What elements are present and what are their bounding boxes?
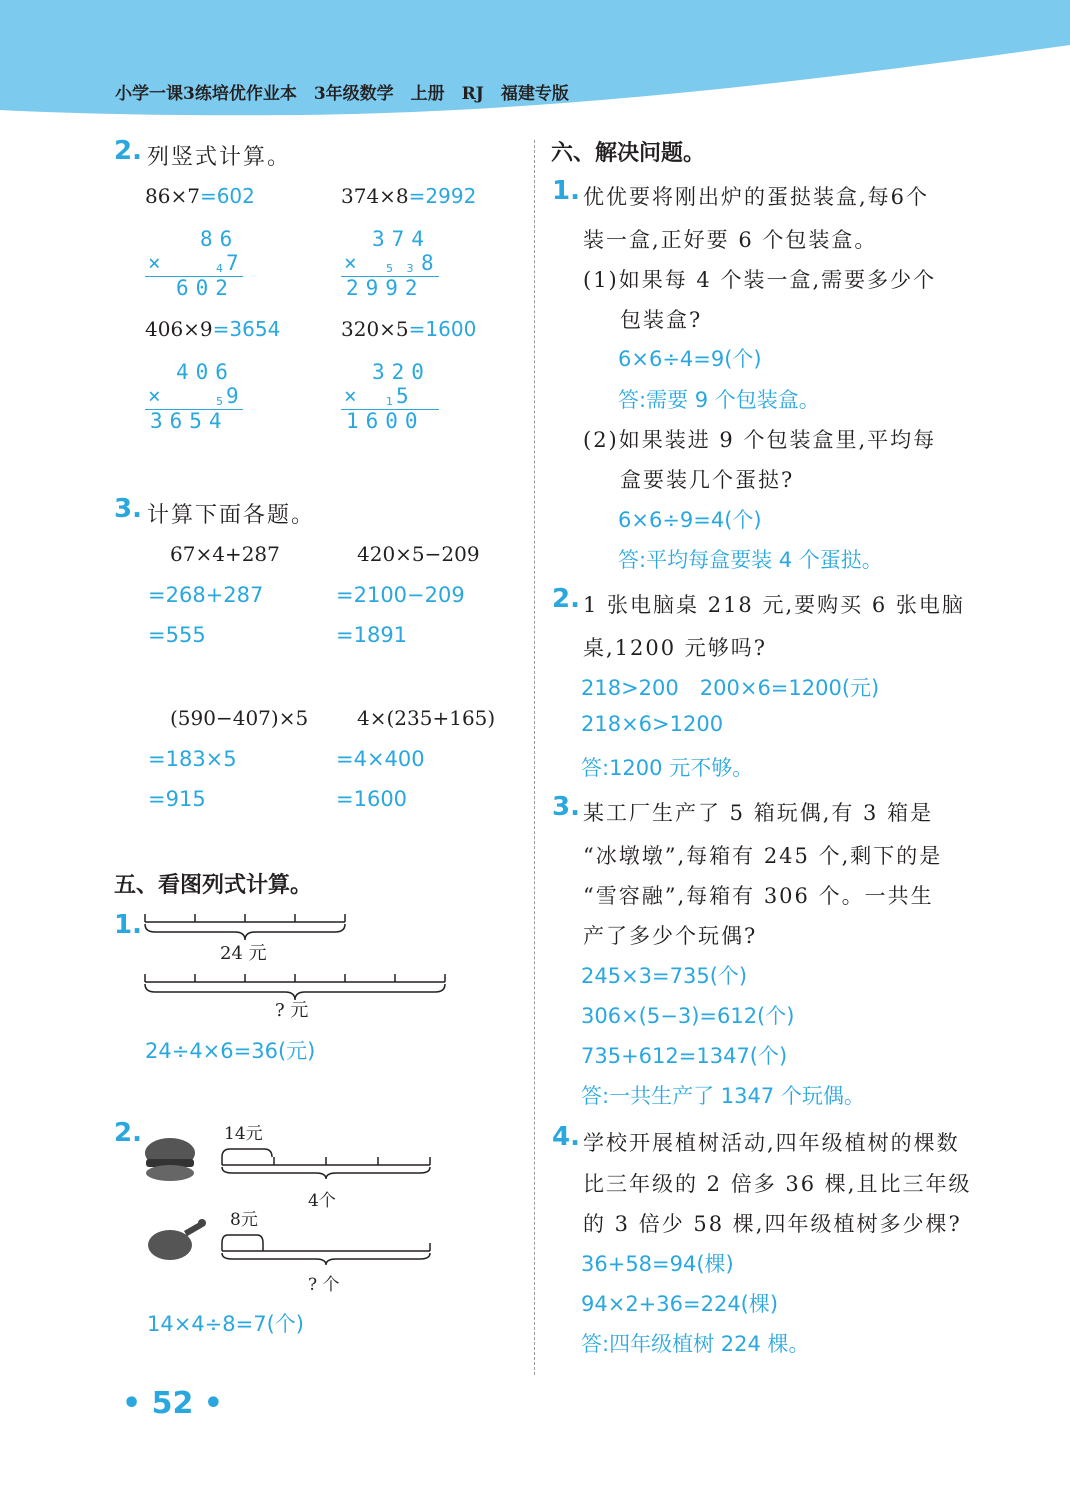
vc2-times: × [344,251,364,275]
p4-line-3: 的 3 倍少 58 棵,四年级植树多少棵? [583,1212,962,1236]
vertical-calc-2 [341,184,476,208]
p4-line-2: 比三年级的 2 倍多 36 棵,且比三年级 [583,1172,972,1196]
label-8yuan: 8元 [230,1210,258,1230]
vc4-top: 320 [372,360,431,384]
segment-diagram-1 [140,910,450,1025]
segment-diagram-2 [140,1115,440,1300]
label-24yuan: 24 元 [220,943,267,964]
p1-sub1-answer: 答:需要 9 个包装盒。 [618,388,820,412]
p1-sub1-calc: 6×6÷4=9(个) [618,347,762,371]
p3-calc-2: 306×(5−3)=612(个) [581,1004,795,1028]
p2-calc-1: 218>200 200×6=1200(元) [581,676,880,700]
vc4-carry: 1 [386,395,393,408]
q3-expr-2: 420×5−209 [357,542,480,566]
q2-title: 列竖式计算。 [147,145,292,170]
p3-line-4: 产了多少个玩偶? [583,924,758,948]
vc2-top: 374 [372,227,431,251]
label-14yuan: 14元 [224,1124,263,1144]
q3-expr-4: 4×(235+165) [357,706,496,730]
section5-title: 五、看图列式计算。 [114,873,313,898]
vertical-calc-4 [341,317,476,341]
vc1-result: 602 [176,276,235,300]
p1-number: 1. [552,176,580,206]
q3-title: 计算下面各题。 [147,503,316,528]
vc1-carry: 4 [216,262,223,275]
answer: =2992 [408,184,477,208]
drumstick-icon [148,1219,206,1260]
q3-step2-3: =915 [148,787,206,811]
q3-step2-1: =555 [148,623,206,647]
answer: =602 [199,184,255,208]
vertical-calc-1 [145,184,255,208]
vertical-calc-3 [145,317,280,341]
p2-calc-2: 218×6>1200 [581,712,724,736]
p3-number: 3. [552,792,580,822]
p3-calc-3: 735+612=1347(个) [581,1044,788,1068]
q3-step1-1: =268+287 [148,583,264,607]
p1-sub2-line-2: 盒要装几个蛋挞? [620,468,795,492]
vc4-result: 1600 [346,409,425,433]
p1-sub2-calc: 6×6÷9=4(个) [618,508,762,532]
p4-line-1: 学校开展植树活动,四年级植树的棵数 [583,1131,960,1155]
p3-answer: 答:一共生产了 1347 个玩偶。 [581,1084,865,1108]
p3-calc-1: 245×3=735(个) [581,964,748,988]
q3-number: 3. [114,494,142,524]
p2-number: 2. [552,584,580,614]
p2-line-2: 桌,1200 元够吗? [583,636,768,660]
vc4-times: × [344,384,364,408]
answer: =3654 [212,317,281,341]
vc1-mult: 7 [226,251,246,275]
p1-sub1-line-1: (1)如果每 4 个装一盒,需要多少个 [583,268,937,292]
label-unknown-yuan: ? 元 [275,1000,309,1021]
vc3-result: 3654 [150,409,229,433]
vc1-top: 86 [200,227,240,251]
vc2-mult: 8 [421,251,441,275]
vc3-carry: 5 [216,395,223,408]
vc3-top: 406 [176,360,235,384]
p2-line-1: 1 张电脑桌 218 元,要购买 6 张电脑 [583,593,965,617]
vc2-carry: 5 3 [386,262,414,275]
p1-line-1: 优优要将刚出炉的蛋挞装盒,每6个 [583,185,930,209]
q3-step2-4: =1600 [336,787,408,811]
column-divider [534,140,535,1375]
sec5-q2-answer: 14×4÷8=7(个) [147,1312,304,1336]
q3-expr-3: (590−407)×5 [170,706,309,730]
p3-line-1: 某工厂生产了 5 箱玩偶,有 3 箱是 [583,801,934,825]
p4-answer: 答:四年级植树 224 棵。 [581,1332,810,1356]
p1-sub1-line-2: 包装盒? [620,308,703,332]
label-4ge: 4个 [308,1191,336,1211]
p4-calc-2: 94×2+36=224(棵) [581,1292,779,1316]
equation: 374×8 [341,184,409,208]
q3-step1-3: =183×5 [148,747,237,771]
page-number: • 52 • [122,1386,223,1421]
p3-line-3: “雪容融”,每箱有 306 个。一共生 [583,884,934,908]
p3-line-2: “冰墩墩”,每箱有 245 个,剩下的是 [583,844,943,868]
vc3-mult: 9 [226,384,246,408]
p1-sub2-line-1: (2)如果装进 9 个包装盒里,平均每 [583,428,937,452]
answer: =1600 [408,317,477,341]
sec5-q1-number: 1. [114,910,142,940]
label-unknown-ge: ? 个 [308,1275,340,1295]
sec5-q1-answer: 24÷4×6=36(元) [145,1039,316,1063]
q3-step1-4: =4×400 [336,747,425,771]
vc2-result: 2992 [346,276,425,300]
header-banner [0,0,1070,130]
vc4-mult: 5 [396,384,416,408]
sec5-q2-number: 2. [114,1118,142,1148]
p4-number: 4. [552,1122,580,1152]
equation: 86×7 [145,184,200,208]
p4-calc-1: 36+58=94(棵) [581,1252,734,1276]
q3-expr-1: 67×4+287 [170,542,280,566]
equation: 320×5 [341,317,409,341]
section6-title: 六、解决问题。 [551,141,706,166]
q3-step2-2: =1891 [336,623,408,647]
q2-number: 2. [114,136,142,166]
q3-step1-2: =2100−209 [336,583,465,607]
vc1-times: × [148,251,168,275]
p1-line-2: 装一盒,正好要 6 个包装盒。 [583,228,878,252]
p1-sub2-answer: 答:平均每盒要装 4 个蛋挞。 [618,548,883,572]
equation: 406×9 [145,317,213,341]
header-title: 小学一课3练培优作业本 3年级数学 上册 RJ 福建专版 [115,84,569,104]
hamburger-icon [145,1138,195,1181]
p2-answer: 答:1200 元不够。 [581,756,754,780]
vc3-times: × [148,384,168,408]
